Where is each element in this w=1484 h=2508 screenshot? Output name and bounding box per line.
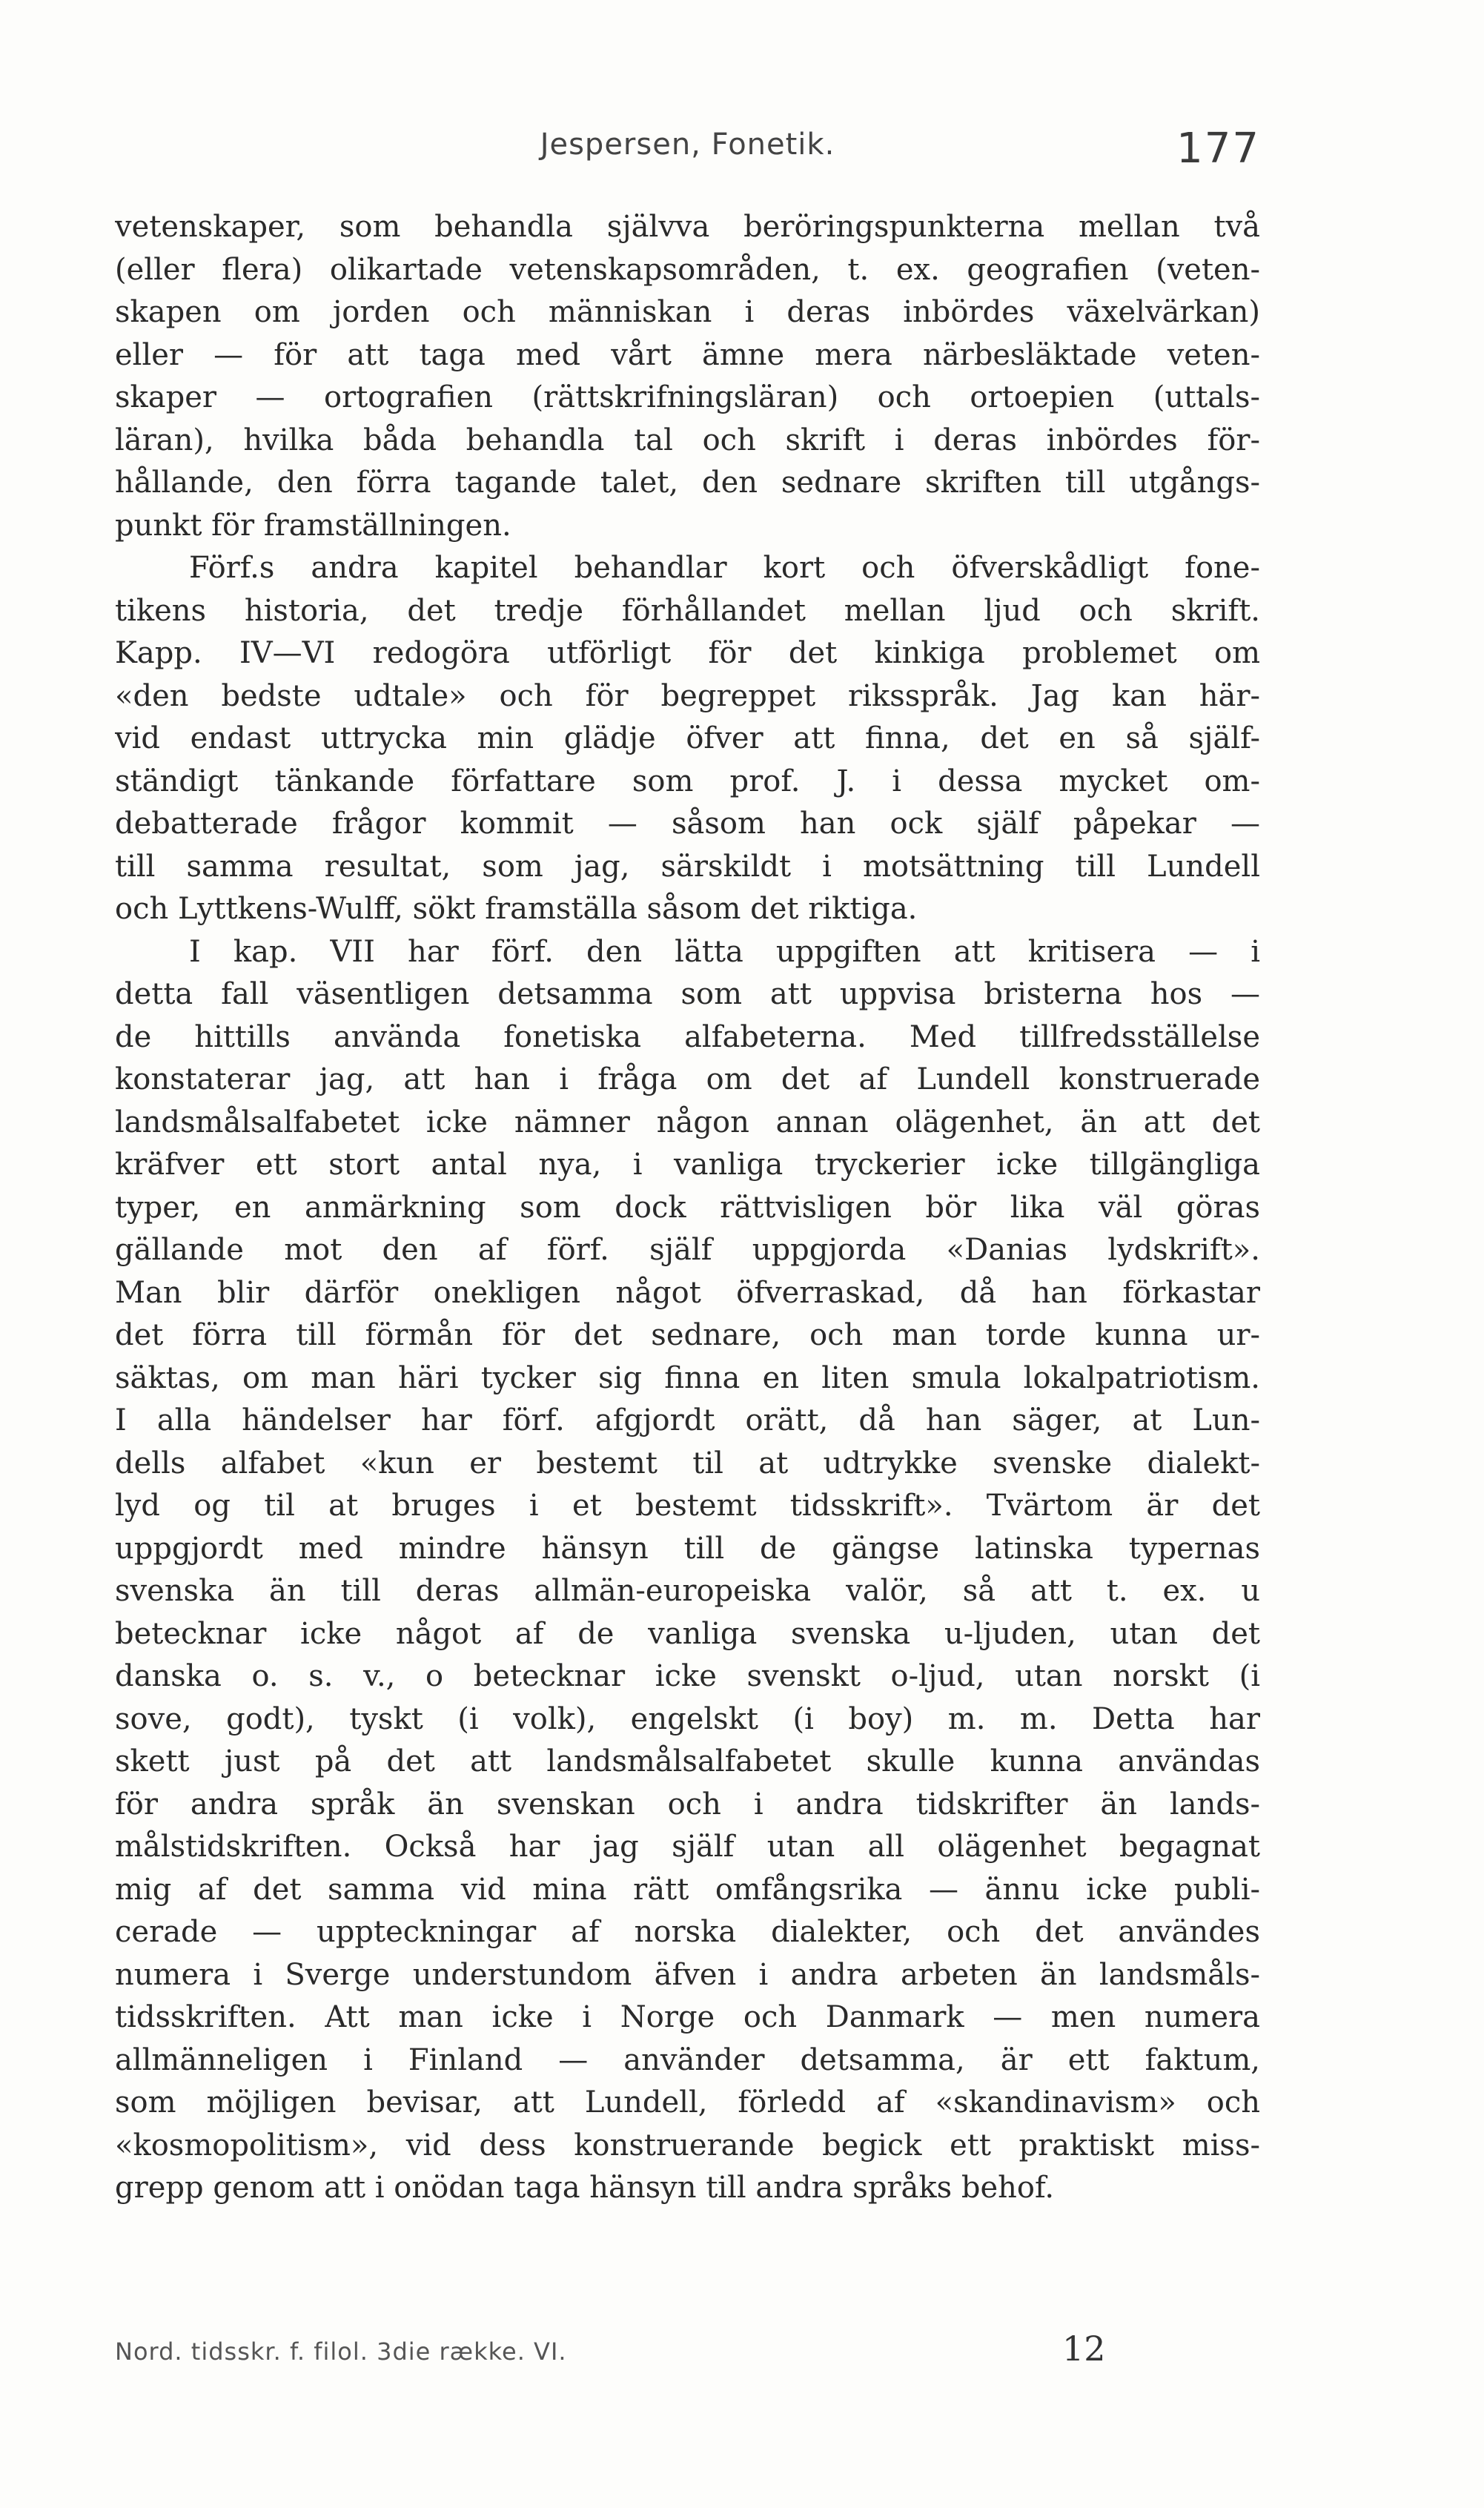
- text-line: allmänneligen i Finland — använder detsamma, är ett faktum,: [115, 2042, 1260, 2077]
- text-line: grepp genom att i onödan taga hänsyn till andra språks behof.: [115, 2171, 1055, 2205]
- text-line: betecknar icke något af de vanliga svenska u-ljuden, utan det: [115, 1616, 1260, 1651]
- text-line: tidsskriften. Att man icke i Norge och Danmark — men numera: [115, 2000, 1260, 2034]
- text-line: uppgjordt med mindre hänsyn till de gängse latinska typernas: [115, 1531, 1260, 1566]
- text-line: gällande mot den af förf. själf uppgjorda «Danias lydskrift».: [115, 1233, 1260, 1267]
- page-header: [115, 125, 1260, 179]
- text-line: cerade — uppteckningar af norska dialekter, och det användes: [115, 1915, 1260, 1949]
- text-line: Man blir därför onekligen något öfverraskad, då han förkastar: [115, 1275, 1260, 1310]
- text-line: debatterade frågor kommit — såsom han ock själf påpekar —: [115, 807, 1260, 841]
- text-line: svenska än till deras allmän-europeiska valör, så att t. ex. u: [115, 1574, 1260, 1608]
- text-line: numera i Sverge understundom äfven i andra arbeten än landsmåls-: [115, 1957, 1260, 1992]
- text-line: tikens historia, det tredje förhållandet mellan ljud och skrift.: [115, 593, 1260, 628]
- text-line: «den bedste udtale» och för begreppet riksspråk. Jag kan här-: [115, 678, 1260, 713]
- text-line: Förf.s andra kapitel behandlar kort och öfverskådligt fone-: [189, 551, 1260, 585]
- text-line: landsmålsalfabetet icke nämner någon annan olägenhet, än att det: [115, 1105, 1260, 1139]
- text-line: lyd og til at bruges i et bestemt tidsskrift». Tvärtom är det: [115, 1489, 1260, 1523]
- text-line: ständigt tänkande författare som prof. J. i dessa mycket om-: [115, 764, 1260, 798]
- text-line: (eller flera) olikartade vetenskapsområden, t. ex. geografien (veten-: [115, 252, 1260, 287]
- printer-signature-mark: 12: [1062, 2329, 1106, 2369]
- text-line: I kap. VII har förf. den lätta uppgiften att kritisera — i: [189, 934, 1260, 969]
- text-line: danska o. s. v., o betecknar icke svenskt o-ljud, utan norskt (i: [115, 1659, 1260, 1693]
- text-line: sove, godt), tyskt (i volk), engelskt (i boy) m. m. Detta har: [115, 1701, 1260, 1736]
- text-line: mig af det samma vid mina rätt omfångsrika — ännu icke publi-: [115, 1872, 1260, 1907]
- text-line: detta fall väsentligen detsamma som att uppvisa bristerna hos —: [115, 977, 1260, 1011]
- journal-signature-line: Nord. tidsskr. f. filol. 3die række. VI.: [115, 2337, 567, 2366]
- text-line: vetenskaper, som behandla självva beröringspunkterna mellan två: [115, 210, 1260, 244]
- text-line: och Lyttkens-Wulff, sökt framställa såsom det riktiga.: [115, 892, 918, 926]
- text-line: eller — för att taga med vårt ämne mera närbesläktade veten-: [115, 337, 1260, 372]
- page-footer: [115, 2329, 1260, 2382]
- page-number: 177: [1176, 125, 1260, 173]
- text-line: punkt för framställningen.: [115, 508, 511, 543]
- text-line: skapen om jorden och människan i deras inbördes växelvärkan): [115, 295, 1260, 329]
- text-line: vid endast uttrycka min glädje öfver att finna, det en så själf-: [115, 721, 1260, 755]
- text-line: skaper — ortografien (rättskrifningsläran) och ortoepien (uttals-: [115, 380, 1260, 414]
- text-line: konstaterar jag, att han i fråga om det af Lundell konstruerade: [115, 1062, 1260, 1096]
- text-line: «kosmopolitism», vid dess konstruerande begick ett praktiskt miss-: [115, 2128, 1260, 2163]
- text-line: för andra språk än svenskan och i andra tidskrifter än lands-: [115, 1787, 1260, 1822]
- text-line: målstidskriften. Också har jag själf utan all olägenhet begagnat: [115, 1830, 1260, 1864]
- text-line: de hittills använda fonetiska alfabeterna. Med tillfredsställelse: [115, 1019, 1260, 1054]
- running-title: Jespersen, Fonetik.: [540, 128, 835, 162]
- text-line: typer, en anmärkning som dock rättvisligen bör lika väl göras: [115, 1190, 1260, 1225]
- body-text: [115, 206, 1260, 2210]
- text-line: det förra till förmån för det sednare, och man torde kunna ur-: [115, 1318, 1260, 1352]
- text-line: dells alfabet «kun er bestemt til at udtrykke svenske dialekt-: [115, 1446, 1260, 1480]
- text-line: hållande, den förra tagande talet, den sednare skriften till utgångs-: [115, 466, 1260, 500]
- text-line: skett just på det att landsmålsalfabetet skulle kunna användas: [115, 1744, 1260, 1779]
- text-line: I alla händelser har förf. afgjordt orätt, då han säger, at Lun-: [115, 1403, 1260, 1437]
- text-line: som möjligen bevisar, att Lundell, förledd af «skandinavism» och: [115, 2085, 1260, 2120]
- text-line: läran), hvilka båda behandla tal och skrift i deras inbördes för-: [115, 423, 1260, 457]
- text-line: kräfver ett stort antal nya, i vanliga tryckerier icke tillgängliga: [115, 1148, 1260, 1182]
- text-line: säktas, om man häri tycker sig finna en liten smula lokalpatriotism.: [115, 1360, 1260, 1395]
- text-line: Kapp. IV—VI redogöra utförligt för det kinkiga problemet om: [115, 636, 1260, 670]
- text-line: till samma resultat, som jag, särskildt i motsättning till Lundell: [115, 849, 1260, 884]
